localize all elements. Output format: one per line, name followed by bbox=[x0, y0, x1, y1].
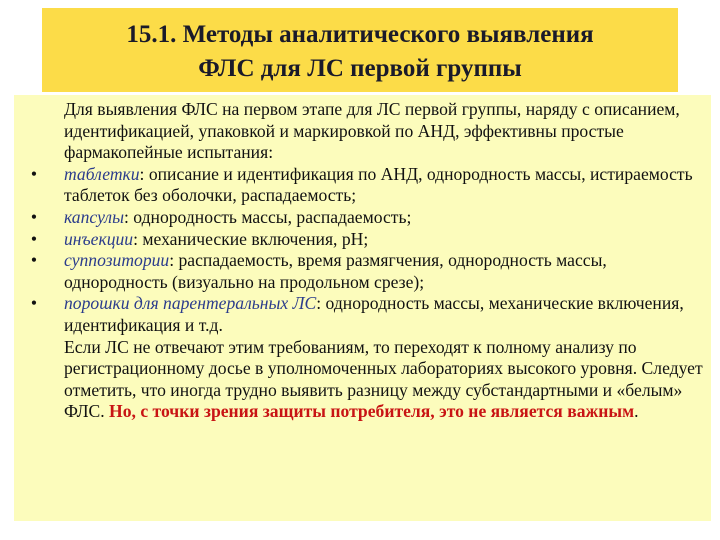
term-tablets: таблетки bbox=[64, 163, 140, 184]
title-line-1: 15.1. Методы аналитического выявления bbox=[126, 21, 594, 48]
list-item-suppositories bbox=[30, 250, 709, 293]
content-text bbox=[30, 99, 709, 423]
list-item-injections bbox=[30, 228, 709, 251]
list-item-capsules bbox=[30, 206, 709, 229]
detail-tablets: : описание и идентификация по АНД, однородность массы, истираемость таблеток без оболочки, распадаемость; bbox=[64, 163, 693, 206]
detail-injections: : механические включения, pH; bbox=[133, 228, 369, 249]
term-capsules: капсулы bbox=[64, 206, 124, 227]
term-suppositories: суппозитории bbox=[64, 250, 170, 271]
detail-capsules: : однородность массы, распадаемость; bbox=[124, 206, 412, 227]
bullet-icon: • bbox=[30, 250, 38, 271]
conclusion-text: Если ЛС не отвечают этим требованиям, то переходят к полному анализу по регистрационному досье в уполномоченных лабораториях высокого уровня. Следует отметить, что иногда трудно выявить разницу между субстандартными и «белым» ФЛС. bbox=[64, 336, 703, 422]
detail-powders: : однородность массы, механические включения, идентификация и т.д. bbox=[64, 293, 684, 335]
bullet-icon: • bbox=[30, 206, 38, 227]
bullet-icon: • bbox=[30, 293, 38, 314]
conclusion-end: . bbox=[634, 401, 639, 422]
bullet-icon: • bbox=[30, 163, 38, 184]
intro-paragraph: Для выявления ФЛС на первом этапе для ЛС первой группы, наряду с описанием, идентификацией, упаковкой и маркировкой по АНД, эффективны простые фармакопейные испытания: bbox=[64, 99, 680, 163]
detail-suppositories: : распадаемость, время размягчения, однородность массы, однородность (визуально на продольном срезе); bbox=[64, 250, 607, 292]
title-box bbox=[42, 8, 678, 92]
list-item-tablets bbox=[30, 163, 709, 207]
term-injections: инъекции bbox=[64, 228, 134, 249]
bullet-icon: • bbox=[30, 228, 38, 249]
conclusion-paragraph bbox=[64, 337, 709, 423]
content-box bbox=[14, 95, 711, 521]
term-powders: порошки для парентеральных ЛС bbox=[64, 293, 317, 314]
list-item-powders bbox=[30, 293, 709, 336]
title-line-2: ФЛС для ЛС первой группы bbox=[198, 55, 522, 82]
conclusion-emphasis: Но, с точки зрения защиты потребителя, это не является важным bbox=[109, 401, 635, 422]
